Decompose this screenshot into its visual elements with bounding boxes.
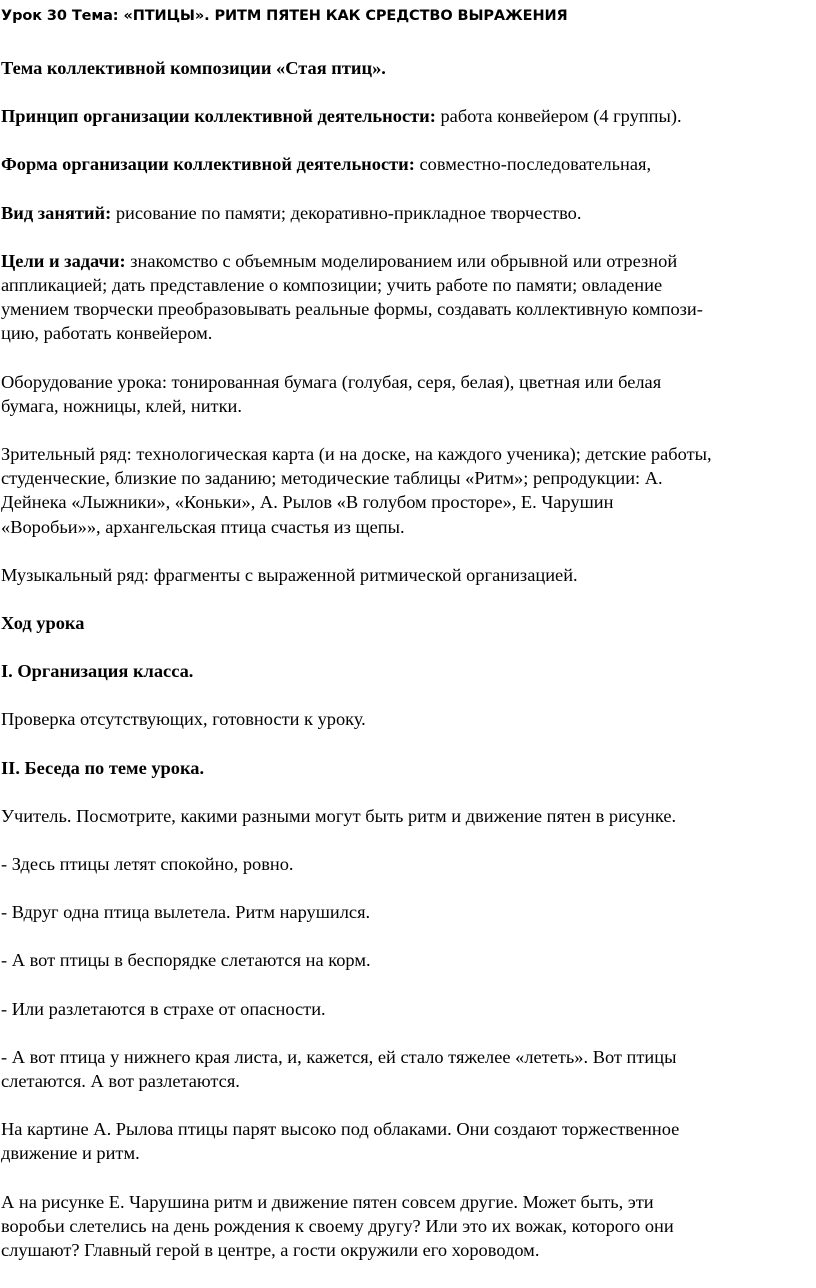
rylov-line-2: движение и ритм.	[1, 1143, 140, 1164]
organization-principle	[1, 104, 813, 128]
dialog-item-4: - Или разлетаются в страхе от опасности.	[1, 998, 326, 1019]
teacher-line: Учитель. Посмотрите, какими разными могут быть ритм и движение пятен в рисунке.	[1, 805, 677, 826]
dialog-item-3: - А вот птицы в беспорядке слетаются на корм.	[1, 950, 371, 971]
charushin-line-3: слушают? Главный герой в центре, а гости окружили его хороводом.	[1, 1240, 540, 1261]
section-2-heading-text: II. Беседа по теме урока.	[1, 757, 205, 778]
equipment-line-2: бумага, ножницы, клей, нитки.	[1, 395, 242, 416]
visual-line-3: Дейнека «Лыжники», «Коньки», А. Рылов «В голубом просторе», Е. Чарушин	[1, 492, 614, 513]
activity-type-label: Вид занятий:	[1, 202, 112, 223]
composition-theme-text: Тема коллективной композиции «Стая птиц».	[1, 58, 386, 78]
document-title: Урок 30 Тема: «ПТИЦЫ». РИТМ ПЯТЕН КАК СРЕДСТВО ВЫРАЖЕНИЯ	[1, 8, 568, 24]
charushin-line-1: А на рисунке Е. Чарушина ритм и движение пятен совсем другие. Может быть, эти	[1, 1191, 654, 1212]
organization-form-text: совместно-последовательная,	[414, 154, 652, 175]
goals-line-4: цию, работать конвейером.	[1, 323, 213, 344]
organization-form	[1, 152, 813, 176]
document-page	[1, 0, 813, 1262]
section-1-text: Проверка отсутствующих, готовности к уроку.	[1, 709, 366, 730]
organization-form-label: Форма организации коллективной деятельности:	[1, 154, 415, 175]
goals-line-2: аппликацией; дать представление о композиции; учить работе по памяти; овладение	[1, 275, 663, 296]
dialog-item-5	[1, 1045, 813, 1093]
rylov-line-1: На картине А. Рылова птицы парят высоко под облаками. Они создают торжественное	[1, 1119, 680, 1140]
lesson-heading	[1, 611, 813, 635]
dialog-item-2: - Вдруг одна птица вылетела. Ритм нарушился.	[1, 902, 371, 923]
organization-principle-label: Принцип организации коллективной деятельности:	[1, 106, 436, 127]
rylov-paragraph	[1, 1117, 813, 1165]
goals-paragraph	[1, 249, 813, 346]
section-2-heading	[1, 756, 813, 780]
dialog-item-1: - Здесь птицы летят спокойно, ровно.	[1, 854, 294, 875]
visual-line-4: «Воробьи»», архангельская птица счастья из щепы.	[1, 516, 405, 537]
charushin-line-2: воробьи слетелись на день рождения к своему другу? Или это их вожак, которого они	[1, 1215, 674, 1236]
lesson-heading-text: Ход урока	[1, 613, 85, 634]
visual-series-paragraph	[1, 442, 813, 539]
visual-line-2: студенческие, близкие по заданию; методические таблицы «Ритм»; репродукции: А.	[1, 468, 663, 489]
goals-line-3: умением творчески преобразовывать реальные формы, создавать коллективную компози-	[1, 299, 703, 320]
equipment-line-1: Оборудование урока: тонированная бумага (голубая, серя, белая), цветная или белая	[1, 371, 662, 392]
composition-theme	[1, 56, 813, 80]
equipment-paragraph	[1, 370, 813, 418]
goals-line-1: знакомство с объемным моделированием или обрывной или отрезной	[125, 250, 678, 271]
music-series: Музыкальный ряд: фрагменты с выраженной ритмической организацией.	[1, 564, 578, 585]
visual-line-1: Зрительный ряд: технологическая карта (и на доске, на каждого ученика); детские работы,	[1, 444, 712, 465]
charushin-paragraph	[1, 1190, 813, 1263]
dialog-item-5-line-1: - А вот птица у нижнего края листа, и, кажется, ей стало тяжелее «лететь». Вот птицы	[1, 1046, 677, 1067]
dialog-item-5-line-2: слетаются. А вот разлетаются.	[1, 1071, 240, 1092]
activity-type-text: рисование по памяти; декоративно-прикладное творчество.	[111, 202, 582, 223]
section-1-heading-text: I. Организация класса.	[1, 661, 194, 682]
section-1-heading	[1, 659, 813, 683]
activity-type	[1, 201, 813, 225]
goals-label: Цели и задачи:	[1, 250, 126, 271]
organization-principle-text: работа конвейером (4 группы).	[435, 106, 682, 127]
